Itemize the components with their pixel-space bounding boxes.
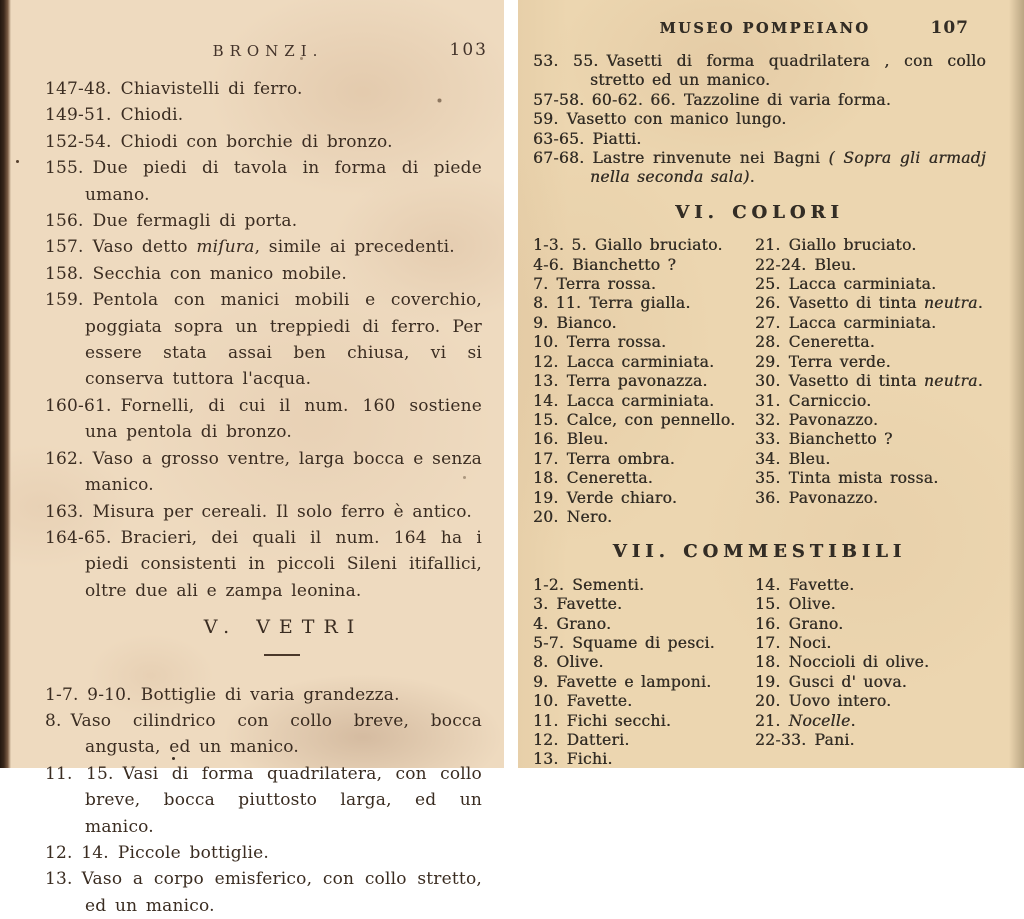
bronzi-list — [45, 76, 482, 604]
colori-columns — [533, 236, 986, 527]
item-number: 16. — [755, 614, 781, 633]
list-item — [533, 372, 755, 391]
list-item — [533, 91, 986, 110]
item-text: Due piedi di tavola in forma di piede umano. — [85, 158, 482, 205]
item-number: 63-65. — [533, 129, 585, 148]
list-item — [755, 450, 986, 469]
item-number: 17. — [755, 633, 781, 652]
item-text: Ceneretta. — [566, 469, 653, 488]
item-text: Bleu. — [814, 255, 857, 274]
item-number: 11. — [533, 711, 559, 730]
item-number: 36. — [755, 488, 781, 507]
item-text: Vaso a grosso ventre, larga bocca e senza manico. — [85, 448, 482, 496]
item-text: Lastre rinvenute nei Bagni ( Sopra gli armadj nella seconda sala). — [590, 149, 986, 187]
list-item — [45, 155, 482, 208]
colori-column-left — [533, 236, 755, 527]
item-text: Vasetto di tinta neutra. — [788, 372, 983, 391]
section-heading-colori: VI. COLORI — [675, 201, 844, 223]
item-text: Lacca carminiata. — [566, 352, 715, 371]
list-item — [533, 110, 986, 129]
item-text: Calce, con pennello. — [566, 410, 736, 429]
list-item — [533, 595, 755, 614]
item-number: 9. — [533, 672, 549, 691]
item-number: 16. — [533, 430, 559, 449]
item-text: Terra gialla. — [589, 294, 691, 313]
item-text: Bracieri, dei quali il num. 164 ha i piedi consistenti in piccoli Sileni itifallici, oltre due ali e zampa leonina. — [85, 527, 482, 601]
list-item — [533, 353, 755, 372]
item-text: Pavonazzo. — [788, 410, 879, 429]
right-page-content — [518, 0, 1024, 768]
item-text: Terra rossa. — [556, 275, 657, 294]
item-text: Tinta mista rossa. — [788, 469, 939, 488]
item-text: Vaso cilindrico con collo breve, bocca angusta, ed un manico. — [70, 710, 482, 758]
item-number: 152-54. — [45, 131, 112, 152]
item-number: 17. — [533, 449, 559, 468]
item-number: 18. — [533, 469, 559, 488]
item-number: 12. — [533, 352, 559, 371]
list-item — [755, 294, 986, 313]
item-number: 12. — [533, 731, 559, 749]
item-number: 163. — [45, 501, 84, 522]
item-text: Tazzoline di varia forma. — [683, 90, 892, 109]
list-item — [755, 275, 986, 294]
item-number: 13. — [533, 372, 559, 391]
list-item — [755, 411, 986, 430]
item-text: Carniccio. — [788, 391, 872, 410]
list-item — [533, 489, 755, 508]
item-number: 19. — [533, 488, 559, 507]
item-text: Giallo bruciato. — [788, 236, 917, 255]
section-heading-commestibili: VII. COMMESTIBILI — [612, 541, 907, 563]
item-number: 8. — [533, 653, 549, 672]
list-item — [533, 673, 755, 692]
section-rule — [264, 654, 300, 656]
list-item — [755, 353, 986, 372]
list-item — [45, 708, 482, 761]
item-text: Gusci d' uova. — [788, 672, 907, 691]
item-text: Olive. — [556, 653, 604, 672]
item-number: 21. — [755, 711, 781, 730]
item-number: 13. — [45, 869, 73, 890]
item-text: Sementi. — [572, 575, 645, 594]
list-item — [533, 130, 986, 149]
item-text: Favette e lamponi. — [556, 672, 712, 691]
list-item — [533, 615, 755, 634]
item-number: 162. — [45, 448, 84, 469]
vetri-list — [45, 682, 482, 919]
book-spine-shadow — [0, 0, 11, 768]
list-item — [755, 314, 986, 333]
list-item — [533, 294, 755, 313]
list-item — [755, 615, 986, 634]
item-text: Uovo intero. — [788, 692, 892, 711]
item-number: 4. — [533, 614, 549, 633]
right-page-number: 107 — [930, 18, 969, 38]
list-item — [45, 446, 482, 499]
list-item — [533, 430, 755, 449]
item-number: 159. — [45, 290, 84, 311]
item-text: Vasetti di forma quadrilatera , con collo stretto ed un manico. — [590, 52, 986, 90]
item-number: 8. — [45, 710, 62, 731]
item-text: Fichi. — [566, 750, 613, 769]
item-text: Verde chiaro. — [566, 488, 678, 507]
item-text: Bianchetto ? — [572, 255, 677, 274]
item-number: 19. — [755, 672, 781, 691]
item-text: Squame di pesci. — [572, 633, 715, 652]
list-item — [533, 692, 755, 711]
item-text: Vasi di forma quadrilatera, con collo breve, bocca piuttosto larga, ed un manico. — [85, 763, 482, 837]
item-number: 156. — [45, 211, 84, 232]
item-number: 11. 15. — [45, 763, 114, 784]
commestibili-column-right — [755, 576, 986, 770]
item-number: 5-7. — [533, 633, 565, 652]
list-item — [533, 392, 755, 411]
list-item — [755, 712, 986, 731]
list-item — [533, 256, 755, 275]
list-item — [755, 256, 986, 275]
item-text: Terra verde. — [788, 352, 891, 371]
item-text: Chiodi. — [120, 105, 184, 126]
item-number: 15. — [533, 410, 559, 429]
list-item — [45, 525, 482, 604]
item-number: 28. — [755, 333, 781, 352]
list-item — [755, 236, 986, 255]
item-text: Bianco. — [556, 313, 617, 332]
list-item — [533, 52, 986, 91]
item-number: 26. — [755, 294, 781, 313]
right-page-scan — [518, 0, 1024, 768]
item-number: 20. — [533, 507, 559, 526]
list-item — [45, 234, 482, 260]
item-number: 14. — [533, 391, 559, 410]
list-item — [45, 866, 482, 919]
item-text: Chiodi con borchie di bronzo. — [120, 131, 393, 152]
right-header-title: MUSEO POMPEIANO — [659, 20, 871, 37]
list-item — [533, 576, 755, 595]
list-item — [755, 372, 986, 391]
list-item — [755, 392, 986, 411]
ink-specks — [0, 0, 3, 3]
list-item — [533, 469, 755, 488]
list-item — [45, 761, 482, 840]
item-number: 53. 55. — [533, 52, 599, 70]
list-item — [533, 653, 755, 672]
item-text: Nero. — [566, 507, 613, 526]
item-text: Lacca carminiata. — [566, 391, 715, 410]
item-text: Olive. — [788, 595, 836, 614]
item-text: Chiavistelli di ferro. — [120, 79, 303, 99]
item-text: Vasetto di tinta neutra. — [788, 294, 983, 313]
left-header-title: BRONZI. — [212, 42, 324, 60]
list-item — [533, 314, 755, 333]
list-item — [45, 102, 482, 128]
item-number: 22-24. — [755, 255, 807, 274]
item-number: 33. — [755, 430, 781, 449]
page-gap — [504, 0, 518, 768]
list-item — [755, 333, 986, 352]
item-number: 18. — [755, 653, 781, 672]
list-item — [533, 508, 755, 527]
item-text: Datteri. — [566, 731, 630, 749]
list-item — [755, 576, 986, 595]
item-number: 7. — [533, 275, 549, 294]
item-number: 158. — [45, 263, 84, 284]
item-number: 25. — [755, 275, 781, 294]
item-number: 147-48. — [45, 79, 112, 99]
list-item — [755, 692, 986, 711]
item-text: Lacca carminiata. — [788, 313, 937, 332]
item-number: 1-2. — [533, 575, 565, 594]
left-page-number: 103 — [449, 40, 488, 60]
list-item — [45, 129, 482, 155]
item-number: 8. 11. — [533, 294, 582, 313]
item-number: 35. — [755, 469, 781, 488]
list-item — [45, 261, 482, 287]
item-number: 14. — [755, 575, 781, 594]
item-number: 20. — [755, 692, 781, 711]
commestibili-column-left — [533, 576, 755, 770]
list-item — [45, 76, 482, 102]
list-item — [45, 840, 482, 866]
item-number: 13. — [533, 750, 559, 769]
list-item — [533, 236, 755, 255]
item-text: Noci. — [788, 633, 832, 652]
list-item — [533, 333, 755, 352]
item-text: Piccole bottiglie. — [117, 842, 269, 863]
list-item — [533, 750, 755, 769]
section-heading-vetri: V. VETRI — [203, 616, 364, 639]
item-text: Grano. — [556, 614, 612, 633]
item-number: 4-6. — [533, 255, 565, 274]
list-item — [755, 653, 986, 672]
item-text: Noccioli di olive. — [788, 653, 930, 672]
item-text: Favette. — [788, 575, 855, 594]
item-text: Fichi secchi. — [566, 711, 672, 730]
item-text: Misura per cereali. Il solo ferro è antico. — [92, 501, 473, 522]
item-text: Bleu. — [566, 430, 609, 449]
item-text: Grano. — [788, 614, 844, 633]
list-item — [533, 712, 755, 731]
item-text: Nocelle. — [788, 711, 856, 730]
list-item — [533, 731, 755, 750]
list-item — [755, 673, 986, 692]
list-item — [755, 489, 986, 508]
item-number: 10. — [533, 692, 559, 711]
list-item — [45, 393, 482, 446]
list-item — [45, 499, 482, 525]
list-item — [755, 430, 986, 449]
list-item — [533, 275, 755, 294]
item-number: 155. — [45, 158, 84, 179]
item-text: Bianchetto ? — [788, 430, 893, 449]
item-text: Terra pavonazza. — [566, 372, 708, 391]
commestibili-columns — [533, 576, 986, 770]
item-text: Terra rossa. — [566, 333, 667, 352]
item-number: 67-68. — [533, 149, 585, 168]
item-text: Bleu. — [788, 449, 831, 468]
item-number: 57-58. 60-62. 66. — [533, 90, 676, 109]
item-number: 29. — [755, 352, 781, 371]
item-number: 22-33. — [755, 731, 807, 749]
item-number: 32. — [755, 410, 781, 429]
item-number: 21. — [755, 236, 781, 255]
item-number: 160-61. — [45, 395, 112, 416]
item-text: Vaso a corpo emisferico, con collo stretto, ed un manico. — [81, 869, 482, 916]
list-item — [755, 634, 986, 653]
item-text: Ceneretta. — [788, 333, 875, 352]
item-number: 12. 14. — [45, 842, 109, 863]
item-number: 9. — [533, 313, 549, 332]
list-item — [755, 595, 986, 614]
list-item — [533, 450, 755, 469]
item-text: Vaso detto miſura, simile ai precedenti. — [92, 237, 455, 258]
item-text: Lacca carminiata. — [788, 275, 937, 294]
item-number: 149-51. — [45, 105, 112, 126]
item-text: Favette. — [566, 692, 633, 711]
left-page-scan — [0, 0, 504, 916]
item-text: Pentola con manici mobili e coverchio, poggiata sopra un treppiedi di ferro. Per essere stata assai ben chiusa, vi si conserva tuttora l'acqua. — [85, 290, 482, 390]
list-item — [533, 149, 986, 188]
item-number: 157. — [45, 237, 84, 258]
item-number: 1-7. 9-10. — [45, 684, 132, 705]
item-text: Secchia con manico mobile. — [92, 263, 348, 284]
item-text: Bottiglie di varia grandezza. — [140, 684, 400, 705]
item-text: Giallo bruciato. — [594, 236, 723, 255]
item-text: Due fermagli di porta. — [92, 211, 298, 232]
item-number: 30. — [755, 372, 781, 391]
item-text: Pani. — [814, 731, 855, 749]
item-number: 164-65. — [45, 527, 112, 548]
list-item — [755, 731, 986, 750]
item-number: 27. — [755, 313, 781, 332]
list-item — [45, 287, 482, 393]
item-text: Pavonazzo. — [788, 488, 879, 507]
left-page-content — [0, 0, 504, 916]
item-text: Fornelli, di cui il num. 160 sostiene una pentola di bronzo. — [85, 395, 482, 443]
list-item — [533, 411, 755, 430]
list-item — [755, 469, 986, 488]
list-item — [533, 634, 755, 653]
item-number: 10. — [533, 333, 559, 352]
item-number: 3. — [533, 595, 549, 614]
item-text: Vasetto con manico lungo. — [566, 110, 787, 129]
colori-column-right — [755, 236, 986, 527]
item-text: Favette. — [556, 595, 623, 614]
item-number: 34. — [755, 449, 781, 468]
list-item — [45, 208, 482, 234]
item-text: Piatti. — [592, 129, 642, 148]
item-number: 1-3. 5. — [533, 236, 587, 255]
item-number: 31. — [755, 391, 781, 410]
item-text: Terra ombra. — [566, 449, 675, 468]
vetri-continued-list — [533, 52, 986, 188]
list-item — [45, 682, 482, 708]
item-number: 59. — [533, 110, 559, 129]
item-number: 15. — [755, 595, 781, 614]
